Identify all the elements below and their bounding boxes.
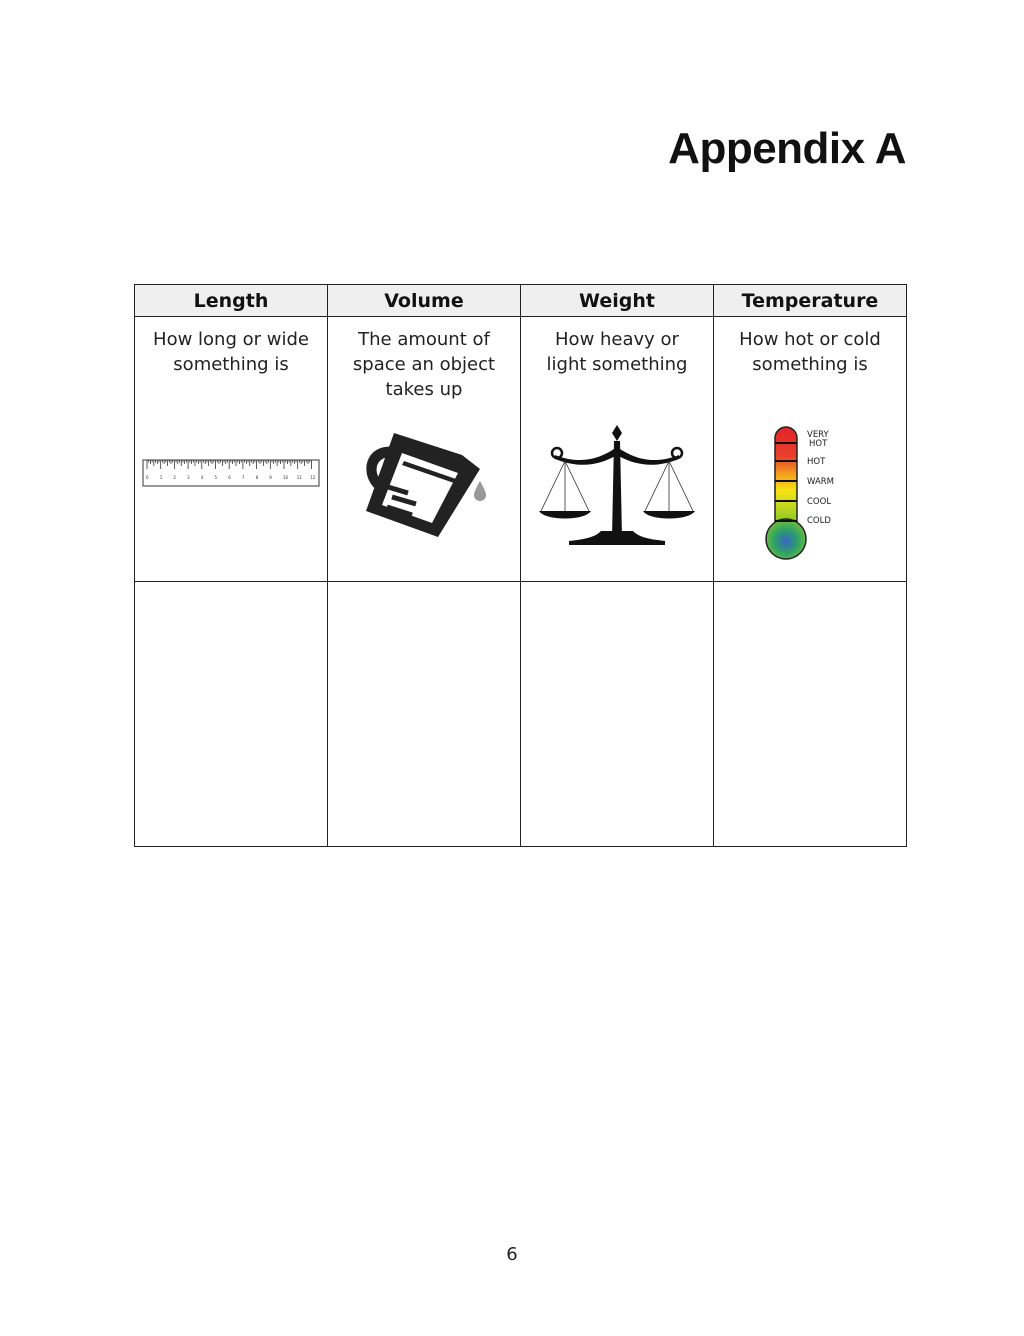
blank-cell-weight [521, 582, 714, 847]
cell-temperature [714, 317, 907, 582]
thermo-label-cool: COOL [807, 497, 832, 507]
ruler-number: 3 [187, 475, 190, 480]
ruler-number: 5 [214, 475, 218, 480]
blank-row [135, 582, 907, 847]
page-number: 6 [506, 1244, 518, 1265]
header-row [135, 285, 907, 317]
ruler-number: 1 [159, 475, 163, 480]
header-weight: Weight [521, 285, 714, 317]
ruler-number: 12 [310, 475, 316, 480]
header-length: Length [135, 285, 328, 317]
balance-scale-icon [535, 425, 699, 551]
ruler-number: 0 [146, 475, 149, 480]
thermo-label-cold: COLD [807, 516, 831, 526]
thermo-label-warm: WARM [807, 477, 834, 487]
ruler-number: 8 [255, 475, 259, 480]
thermometer-icon [765, 425, 855, 561]
blank-cell-volume [328, 582, 521, 847]
ruler-icon [142, 459, 320, 487]
thermo-label-hot: HOT [807, 457, 826, 467]
ruler-number: 6 [228, 475, 231, 480]
header-temperature: Temperature [714, 285, 907, 317]
description-temperature: How hot or cold something is [739, 329, 881, 375]
ruler-number: 9 [269, 475, 272, 480]
measuring-cup-icon [354, 425, 494, 541]
header-volume: Volume [328, 285, 521, 317]
cell-weight [521, 317, 714, 582]
cell-length [135, 317, 328, 582]
description-weight: How heavy or light something [546, 329, 688, 375]
blank-cell-temperature [714, 582, 907, 847]
thermo-label-hot-1: HOT [809, 439, 828, 449]
description-length: How long or wide something is [153, 329, 309, 375]
measurement-table [134, 284, 907, 847]
description-row [135, 317, 907, 582]
description-volume: The amount of space an object takes up [352, 329, 496, 400]
ruler-number: 4 [200, 475, 204, 480]
blank-cell-length [135, 582, 328, 847]
ruler-number: 10 [283, 475, 289, 480]
ruler-number: 2 [173, 475, 176, 480]
cell-volume [328, 317, 521, 582]
ruler-number: 7 [241, 475, 245, 480]
page-title: Appendix A [668, 124, 906, 173]
ruler-number: 11 [296, 475, 302, 480]
thermo-label-very: VERY [807, 430, 829, 440]
